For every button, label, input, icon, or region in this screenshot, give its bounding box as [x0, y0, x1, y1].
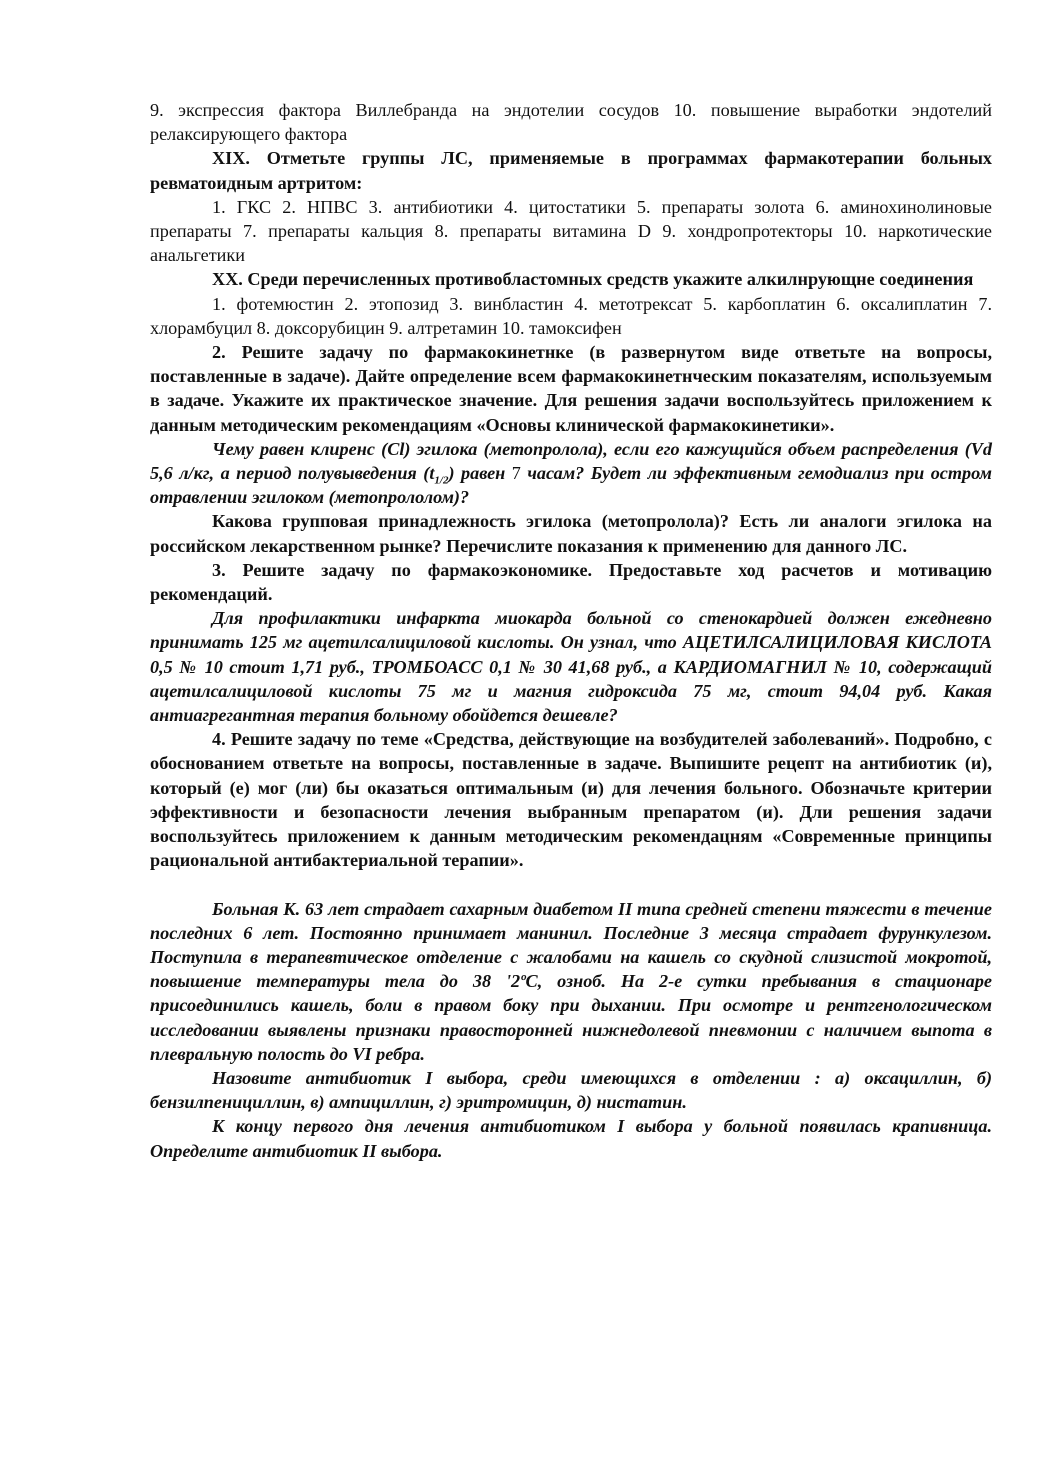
question-xix-options: 1. ГКС 2. НПВС 3. антибиотики 4. цитостатики 5. препараты золота 6. аминохинолиновые препараты 7. препараты кальция 8. препараты витамина D 9. хондропротекторы 10. наркотические анальгетики [150, 196, 992, 266]
question-xx-heading: XX. Среди перечисленных противобластомных средств укажите алкилнрующне соединения [212, 269, 974, 290]
task-2-problem [150, 437, 992, 510]
task-3-problem: Для профилактики инфаркта миокарда больной со стенокардией должен ежедневно принимать 125 мг ацетилсалициловой кислоты. Он узнал, что АЦЕТИЛСАЛИЦИЛОВАЯ КИСЛОТА 0,5 № 10 стоит 1,71 руб., ТРОМБОАСС 0,1 № 30 41,68 руб., а КАРДИОМАГНИЛ № 10, содержащий ацетилсалициловой кислоты 75 мг и магния гидроксида 75 мг, стоит 94,04 руб. Какая антиагрегантная терапия больному обойдется дешевле? [150, 608, 992, 726]
question-xix-heading: XIX. Отметьте группы ЛС, применяемые в программах фармакотерапии больных ревматоидным артритом: [150, 148, 992, 193]
task-3-heading: 3. Решите задачу по фармакоэкономике. Предоставьте ход расчетов и мотивацию рекомендаций. [150, 559, 992, 605]
paragraph-list-continuation: 9. экспрессия фактора Виллебранда на эндотелии сосудов 10. повышение выработки эндотелий релаксирующего фактора [150, 100, 992, 145]
task-2-problem-part-3: часам? Будет ли эффективным гемодиализ при остром отравлении эгилоком (метопрололом)? [150, 463, 992, 508]
task-4-heading: 4. Решите задачу по теме «Средства, действующие на возбудителей заболеваний». Подробно, с обоснованием ответьте на вопросы, поставленные в задаче. Выпишите рецепт на антибиотик (и), который (е) мог (ли) бы оказаться оптимальным (и) для лечения больного. Обозначьте критерии эффективности и безопасности лечения выбранным препаратом (и). Дли решения задачи воспользуйтесь приложением к данным методическим рекомендацням «Современные принципы рациональной антибактериальной терапии». [150, 729, 992, 871]
blank-line [150, 873, 992, 897]
task-2-heading: 2. Решите задачу по фармакокинетнке (в развернутом виде ответьте на вопросы, поставленные в задаче). Дайте определение всем фармакокинетнческим показателям, используемым в задаче. Укажите их практическое значение. Для решения задачи воспользуйтесь приложением к данным методическим рекомендациям «Основы клинической фармакокинетики». [150, 342, 992, 435]
task-2-problem-part-1: Чему равен клиренс (Cl) эгилока (метопролола), если его кажущийся объем распределения (Vd 5,6 л/кг, а период полувыведения (t [150, 438, 992, 484]
task-2-hours-value: 7 [511, 463, 521, 484]
task-2-problem-part-2: ) равен [448, 463, 512, 484]
task-2-questions: Какова групповая принадлежность эгилока (метопролола)? Есть ли аналоги эгилока на российском лекарственном рынке? Перечислите показания к применению для данного ЛС. [150, 511, 992, 556]
task-4-case: Больная К. 63 лет страдает сахарным диабетом II типа средней степени тяжести в течение последних 6 лет. Постоянно принимает манинил. Последние 3 месяца страдает фурункулезом. Поступила в терапевтическое отделение с жалобами на кашель со скудной слизистой мокротой, повышение температуры тела до 38 '2ºС, озноб. На 2-е сутки пребывания в стационаре присоединились кашель, боли в правом боку при дыхании. При осмотре и рентгенологическом исследовании выявлены признаки правосторонней нижнедолевой пневмонии с наличием выпота в плевральную полость до VI ребра. [150, 898, 992, 1064]
task-4-question-2: К концу первого дня лечения антибиотиком I выбора у больной появилась крапивница. Определите антибиотик II выбора. [150, 1116, 992, 1161]
half-life-subscript: 1/2 [434, 474, 449, 487]
question-xx-options: 1. фотемюстин 2. этопозид 3. винбластин 4. метотрексат 5. карбоплатин 6. оксалиплатин 7. хлорамбуцил 8. доксорубицин 9. алтретамин 10. тамоксифен [150, 293, 992, 338]
task-4-question-1: Назовите антибиотик I выбора, среди имеющихся в отделении : а) оксациллин, б) бензилпенициллин, в) ампициллин, г) эритромицин, д) нистатин. [150, 1067, 992, 1113]
document-page [150, 98, 992, 1163]
